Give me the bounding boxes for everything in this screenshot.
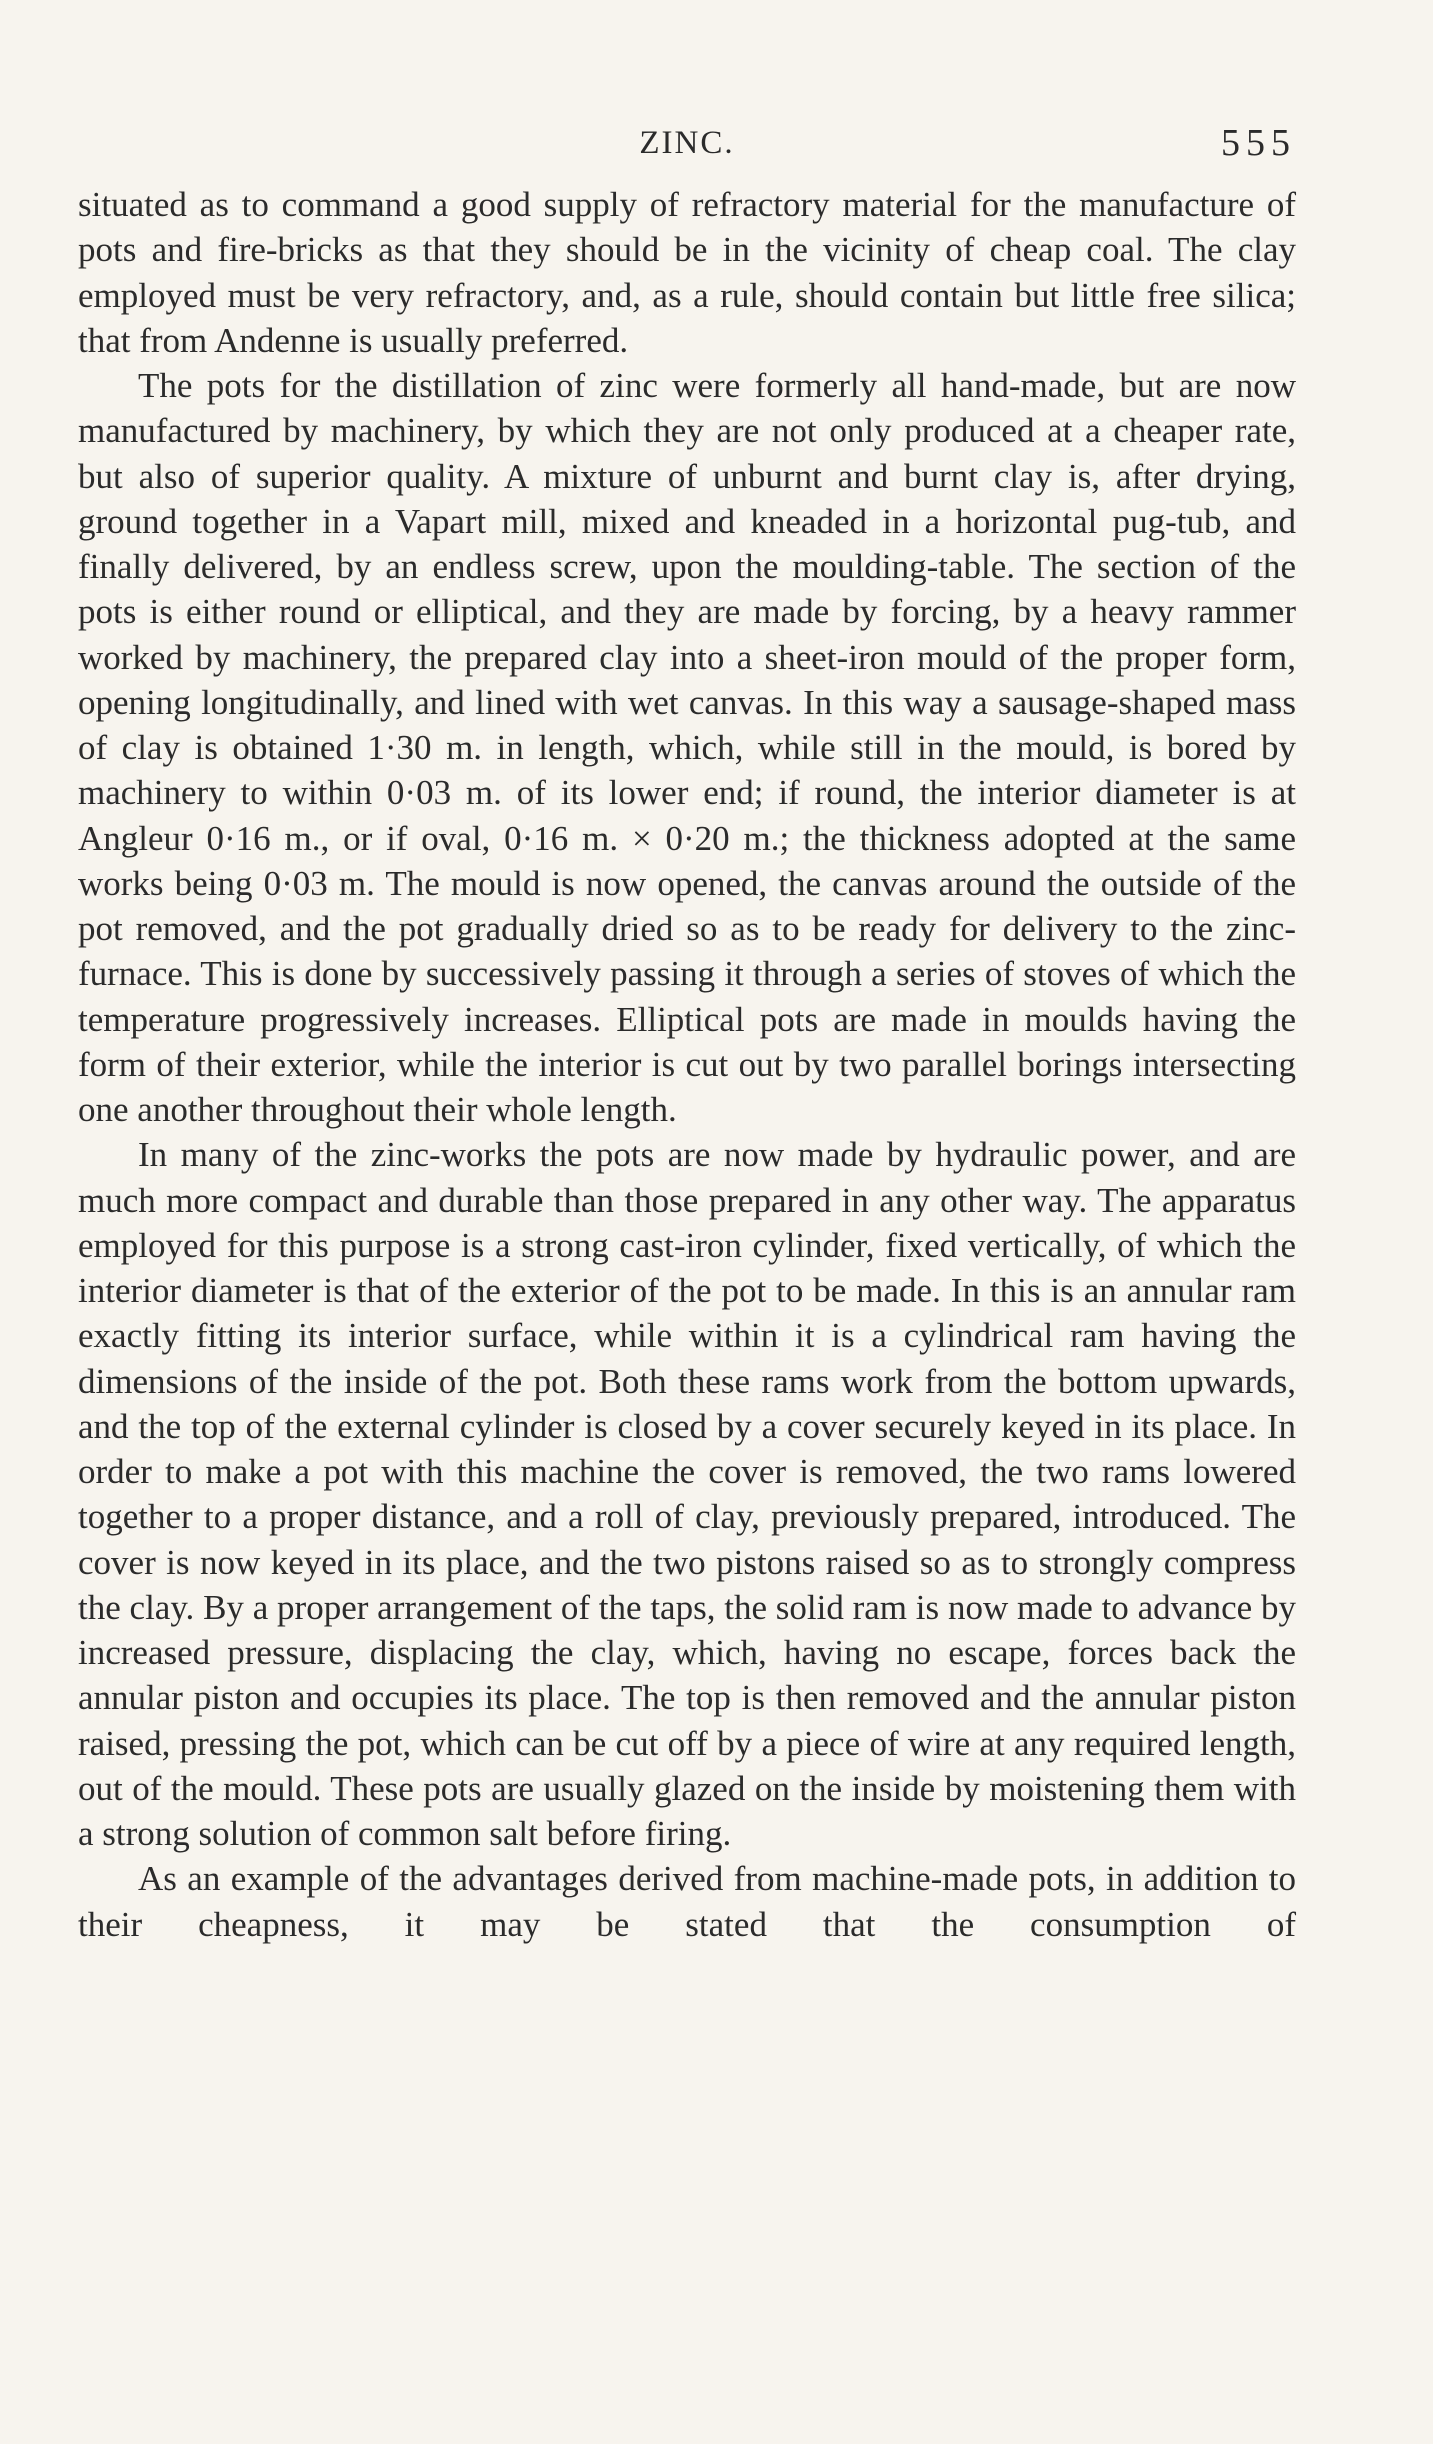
running-title: ZINC. [639,125,735,161]
paragraph-continued: situated as to command a good supply of refractory material for the manufacture of pots and fire-bricks as that they should be in the vicinity of cheap coal. The clay employed must be very refractory, and, as a rule, should contain but little free silica; that from Andenne is usually preferred. [78,185,1296,360]
book-page [78,118,1296,1947]
paragraph-hydraulic-pots: In many of the zinc-works the pots are now made by hydraulic power, and are much more compact and durable than those prepared in any other way. The apparatus employed for this purpose is a strong cast-iron cylinder, fixed vertically, of which the interior diameter is that of the exterior of the pot to be made. In this is an annular ram exactly fitting its interior surface, while within it is a cylindrical ram having the dimensions of the inside of the pot. Both these rams work from the bottom upwards, and the top of the external cylinder is closed by a cover securely keyed in its place. In order to make a pot with this machine the cover is removed, the two rams lowered together to a proper distance, and a roll of clay, previously prepared, introduced. The cover is now keyed in its place, and the two pistons raised so as to strongly compress the clay. By a proper arrangement of the taps, the solid ram is now made to advance by increased pressure, displacing the clay, which, having no escape, forces back the annular piston and occupies its place. The top is then removed and the annular piston raised, pressing the pot, which can be cut off by a piece of wire at any required length, out of the mould. These pots are usually glazed on the inside by moistening them with a strong solution of common salt before firing. [78,1135,1296,1853]
running-head [78,118,1296,168]
body-text [78,182,1296,1947]
page-number: 555 [1221,122,1296,164]
paragraph-pot-manufacture: The pots for the distillation of zinc were formerly all hand-made, but are now manufactured by machinery, by which they are not only produced at a cheaper rate, but also of superior quality. A mixture of unburnt and burnt clay is, after drying, ground together in a Vapart mill, mixed and kneaded in a horizontal pug-tub, and finally delivered, by an endless screw, upon the moulding-table. The section of the pots is either round or elliptical, and they are made by forcing, by a heavy rammer worked by machinery, the prepared clay into a sheet-iron mould of the proper form, opening longitudinally, and lined with wet canvas. In this way a sausage-shaped mass of clay is obtained 1·30 m. in length, which, while still in the mould, is bored by machinery to within 0·03 m. of its lower end; if round, the interior diameter is at Angleur 0·16 m., or if oval, 0·16 m. × 0·20 m.; the thickness adopted at the same works being 0·03 m. The mould is now opened, the canvas around the outside of the pot removed, and the pot gradually dried so as to be ready for delivery to the zinc-furnace. This is done by successively passing it through a series of stoves of which the temperature progressively increases. Elliptical pots are made in moulds having the form of their exterior, while the interior is cut out by two parallel borings intersecting one another throughout their whole length. [78,366,1296,1129]
paragraph-advantages: As an example of the advantages derived from machine-made pots, in addition to their cheapness, it may be stated that the consumption of [78,1859,1296,1944]
